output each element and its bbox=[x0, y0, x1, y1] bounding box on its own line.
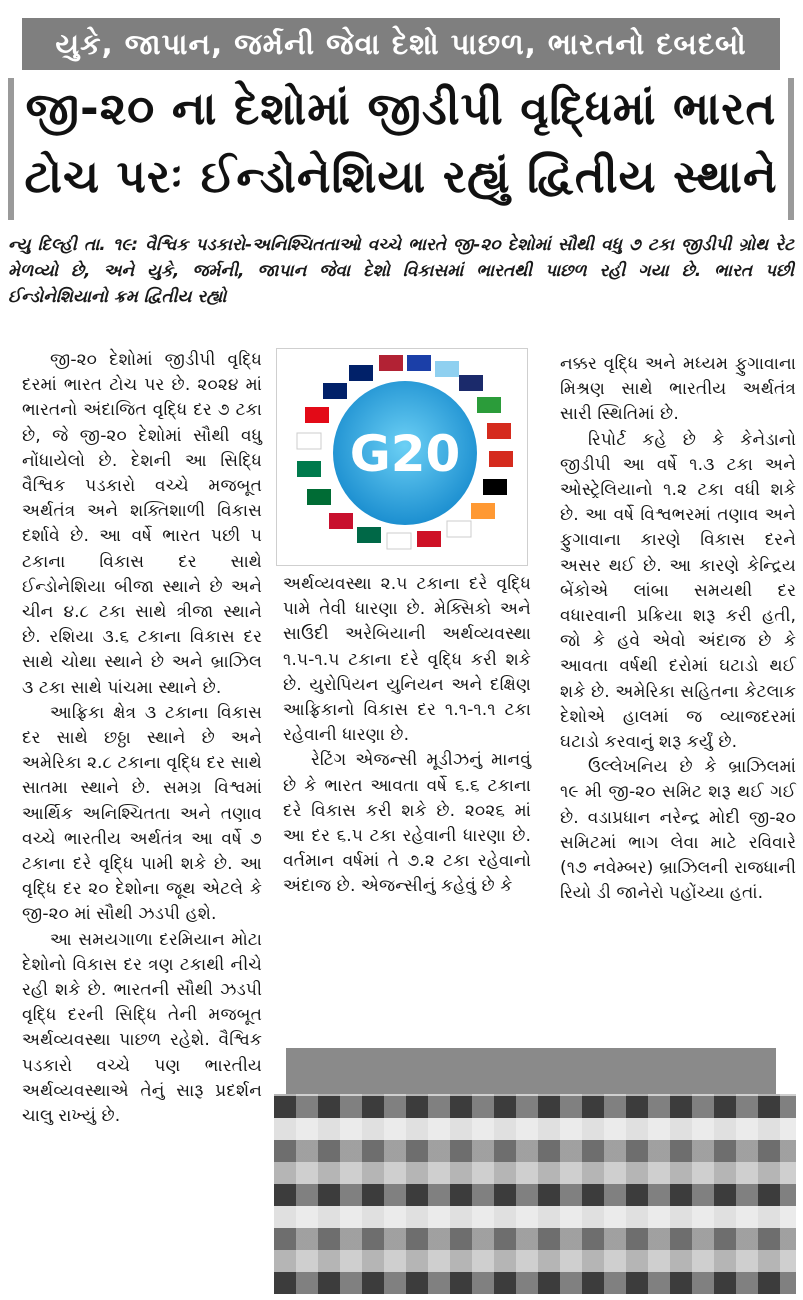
paragraph: રેટિંગ એજન્સી મૂડીઝનું માનવું છે કે ભારત આવતા વર્ષે ૬.૬ ટકાના દરે વિકાસ કરી શકે છે. ૨૦૨૬ માં આ દર ૬.૫ ટકા રહેવાની ધારણા છે. વર્તમાન વર્ષમાં તે ૭.૨ ટકા રહેવાનો અંદાજ છે. એજન્સીનું કહેવું છે કે bbox=[283, 750, 531, 897]
intro-paragraph: ન્યુ દિલ્હી તા. ૧૯: વૈશ્વિક પડકારો-અનિશ્ચિતતાઓ વચ્ચે ભારતે જી-૨૦ દેશોમાં સૌથી વધુ ૭ ટકા જીડીપી ગ્રોથ રેટ મેળવ્યો છે, અને યુકે, જર્મની, જાપાન જેવા દેશો વિકાસમાં ભારતથી પાછળ રહી ગયા છે. ભારત પછી ઈન્ડોનેશિયાનો ક્રમ દ્વિતીય રહ્યો bbox=[8, 235, 794, 307]
advertisement-header bbox=[286, 1048, 776, 1094]
headline-line-1: જી-૨૦ ના દેશોમાં જીડીપી વૃદ્ધિમાં ભારત bbox=[25, 82, 777, 135]
paragraph: આ સમયગાળા દરમિયાન મોટા દેશોનો વિકાસ દર ત્રણ ટકાથી નીચે રહી શકે છે. ભારતની સૌથી ઝડપી વૃદ્ધિ દરની સિદ્ધિ તેની મજબૂત અર્થવ્યવસ્થા પાછળ રહેશે. વૈશ્વિક પડકારો વચ્ચે પણ ભારતીય અર્થવ્યવસ્થાએ તેનું સારૂ પ્રદર્શન ચાલુ રાખ્યું છે. bbox=[22, 929, 262, 1127]
g20-photo bbox=[276, 348, 528, 566]
paragraph: નક્કર વૃદ્ધિ અને મધ્યમ ફુગાવાના મિશ્રણ સાથે ભારતીય અર્થતંત્ર સારી સ્થિતિમાં છે. bbox=[560, 354, 796, 425]
kicker-banner bbox=[22, 18, 780, 70]
article-column-3 bbox=[560, 352, 796, 906]
article-column-1 bbox=[22, 348, 262, 1129]
headline-line-2: ટોચ પરઃ ઈન્ડોનેશિયા રહ્યું દ્વિતીય સ્થાને bbox=[24, 150, 778, 203]
kicker-text: યુકે, જાપાન, જર્મની જેવા દેશો પાછળ, ભારતનો દબદબો bbox=[55, 26, 747, 61]
article-column-2 bbox=[283, 572, 531, 900]
paragraph: રિપોર્ટ કહે છે કે કેનેડાનો જીડીપી આ વર્ષે ૧.૩ ટકા અને ઓસ્ટ્રેલિયાનો ૧.૨ ટકા વધી શકે છે. આ વર્ષે વિશ્વભરમાં તણાવ અને ફુગાવાના કારણે વિકાસ દરને અસર થઈ છે. આ કારણે કેન્દ્રિય બેંકોએ લાંબા સમયથી દર વધારવાની પ્રક્રિયા શરૂ કરી હતી, જો કે હવે એવો અંદાજ છે કે આવતા વર્ષથી દરોમાં ઘટાડો થઈ શકે છે. અમેરિકા સહિતના કેટલાક દેશોએ હાલમાં જ વ્યાજદરમાં ઘટાડો કરવાનું શરૂ કર્યું છે. bbox=[560, 429, 796, 753]
headline bbox=[8, 78, 794, 220]
paragraph: આફ્રિકા ક્ષેત્ર ૩ ટકાના વિકાસ દર સાથે છઠ્ઠા સ્થાને છે અને અમેરિકા ૨.૮ ટકાના વૃદ્ધિ દર સાથે સાતમા સ્થાને છે. સમગ્ર વિશ્વમાં આર્થિક અનિશ્ચિતતા અને તણાવ વચ્ચે ભારતીય અર્થતંત્ર આ વર્ષે ૭ ટકાના દરે વૃદ્ધિ પામી શકે છે. આ વૃદ્ધિ દર ૨૦ દેશોના જૂથ એટલે કે જી-૨૦ માં સૌથી ઝડપી હશે. bbox=[22, 702, 262, 925]
paragraph: ઉલ્લેખનિય છે કે બ્રાઝિલમાં ૧૯ મી જી-૨૦ સમિટ શરૂ થઈ ગઈ છે. વડાપ્રધાન નરેન્દ્ર મોદી જી-૨૦ સમિટમાં ભાગ લેવા માટે રવિવારે (૧૭ નવેમ્બર) બ્રાઝિલની રાજધાની રિયો ડી જાનેરો પહોંચ્યા હતાં. bbox=[560, 757, 796, 904]
g20-label: G20 bbox=[349, 425, 461, 483]
pixelated-advertisement bbox=[274, 1094, 796, 1294]
paragraph: અર્થવ્યવસ્થા ૨.૫ ટકાના દરે વૃદ્ધિ પામે તેવી ધારણા છે. મેક્સિકો અને સાઉદી અરેબિયાની અર્થવ્યવસ્થા ૧.૫-૧.૫ ટકાના દરે વૃદ્ધિ કરી શકે છે. યુરોપિયન યુનિયન અને દક્ષિણ આફ્રિકાનો વિકાસ દર ૧.૧-૧.૧ ટકા રહેવાની ધારણા છે. bbox=[283, 574, 531, 746]
g20-globe-logo bbox=[277, 349, 527, 565]
paragraph: જી-૨૦ દેશોમાં જીડીપી વૃદ્ધિ દરમાં ભારત ટોચ પર છે. ૨૦૨૪ માં ભારતનો અંદાજિત વૃદ્ધિ દર ૭ ટકા છે, જે જી-૨૦ દેશોમાં સૌથી વધુ નોંધાયેલો છે. દેશની આ સિદ્ધિ વૈશ્વિક પડકારો વચ્ચે મજબૂત અર્થતંત્ર અને શક્તિશાળી વિકાસ દર્શાવે છે. આ વર્ષે ભારત પછી ૫ ટકાના વિકાસ દર સાથે ઈન્ડોનેશિયા બીજા સ્થાને છે અને ચીન ૪.૮ ટકા સાથે ત્રીજા સ્થાને છે. રશિયા ૩.૬ ટકાના વિકાસ દર સાથે ચોથા સ્થાને છે અને બ્રાઝિલ ૩ ટકા સાથે પાંચમા સ્થાને છે. bbox=[22, 350, 262, 698]
